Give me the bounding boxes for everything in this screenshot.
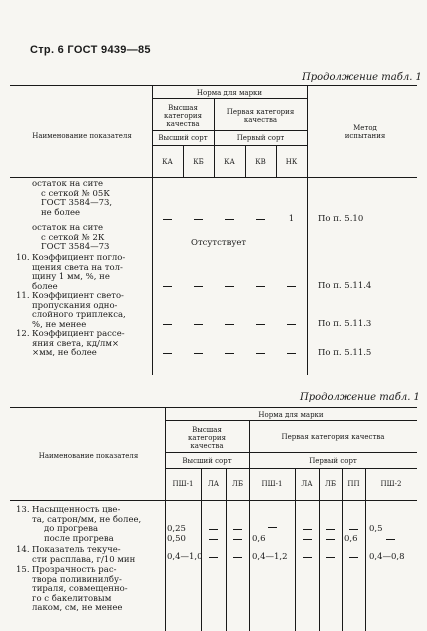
dash (163, 324, 172, 325)
table2-grade-rule (165, 468, 417, 469)
table2-highest-grade: Высший сорт (182, 457, 232, 465)
row-number: 11. (16, 291, 30, 301)
table2-vline (226, 468, 227, 631)
method-line: Метод (353, 124, 377, 132)
cat-line: категория (163, 112, 202, 120)
dash (209, 557, 218, 558)
page-header: Стр. 6 ГОСТ 9439—85 (30, 44, 151, 56)
row-text: Показатель текуче- (32, 545, 121, 555)
dash (194, 324, 203, 325)
table-row (32, 224, 109, 253)
row-text: слойного триплекса, (32, 310, 126, 320)
table-row (32, 566, 128, 614)
table1-col-header: КВ (255, 158, 266, 166)
row-text: твора поливинилбу- (32, 574, 122, 585)
method-ref: По п. 5.11.4 (318, 281, 372, 291)
row-number: 15. (16, 565, 30, 575)
dash (233, 529, 242, 530)
table1-highest-grade: Высший сорт (158, 134, 208, 142)
cat-line: качества (190, 442, 224, 450)
table2-vline (295, 468, 296, 631)
table2-col-header: ПШ-1 (261, 480, 283, 488)
table1-continuation: Продолжение табл. 1 (302, 72, 422, 83)
table2-col-header: ЛБ (232, 480, 243, 488)
table1-cat-rule (152, 130, 307, 131)
dash (256, 219, 265, 220)
value: 0,6 (252, 534, 266, 544)
dash (233, 539, 242, 540)
row-text: ГОСТ 3584—73, (41, 198, 113, 208)
cat-line: качества (243, 116, 278, 124)
cat-line: Высшая (168, 104, 198, 112)
row-text: более (32, 281, 58, 292)
table-row (32, 506, 141, 544)
dash (326, 539, 335, 540)
table2-header-bottom-rule (10, 500, 417, 501)
table-row (32, 254, 125, 292)
value: 0,50 (167, 534, 186, 544)
value: 0,25 (167, 524, 186, 534)
table2-vline (249, 420, 250, 631)
dash (349, 557, 358, 558)
table1-col-header: КА (224, 158, 235, 166)
method-ref: По п. 5.11.3 (318, 319, 372, 329)
row-text: яния света, кд/лм× (32, 338, 120, 349)
table1-method-header (330, 124, 400, 140)
table2-first-grade: Первый сорт (309, 457, 357, 465)
table2-continuation: Продолжение табл. 1 (300, 392, 420, 403)
table1-header-bottom-rule (10, 177, 417, 178)
table1-param-header: Наименование показателя (32, 132, 132, 140)
row-text: Коэффициент свето- (32, 291, 124, 301)
dash (225, 286, 234, 287)
table1-first-cat (214, 108, 307, 124)
row-number: 13. (16, 505, 30, 515)
table2-first-cat: Первая категория качества (281, 433, 385, 441)
row-text: после прогрева (44, 533, 114, 544)
row-text: Коэффициент погло- (32, 253, 126, 263)
method-ref: По п. 5.10 (318, 214, 364, 224)
table1-norm-header: Норма для марки (196, 89, 263, 97)
row-text: %, не менее (32, 319, 87, 330)
cat-line: категория (187, 434, 226, 442)
row-text: тираля, совмещенно- (32, 584, 128, 594)
row-text: с сеткой № 2К (41, 232, 105, 243)
method-ref: По п. 5.11.5 (318, 348, 372, 358)
value: 0,6 (344, 534, 358, 544)
table1-vline (307, 85, 308, 375)
dash (225, 353, 234, 354)
table2-cat-rule (165, 452, 417, 453)
dash (194, 219, 203, 220)
dash (209, 529, 218, 530)
dash (287, 353, 296, 354)
dash (326, 529, 335, 530)
table-row (32, 180, 112, 218)
table2-top-rule (10, 407, 417, 408)
table1-col-header: КА (162, 158, 173, 166)
dash (256, 286, 265, 287)
row-text: ГОСТ 3584—73 (41, 242, 110, 252)
dash (268, 527, 277, 528)
cat-line: качества (166, 120, 200, 128)
dash (303, 557, 312, 558)
row-text: с сеткой № 05К (41, 188, 110, 199)
dash (349, 529, 358, 530)
table2-vline (365, 468, 366, 631)
row-text: ×мм, не более (32, 348, 97, 358)
row-text: Прозрачность рас- (32, 565, 117, 575)
row-text: го с бакелитовым (32, 593, 112, 604)
dash (163, 219, 172, 220)
dash (194, 286, 203, 287)
row-text: пропускания одно- (32, 300, 118, 311)
dash (303, 529, 312, 530)
table2-vline (201, 468, 202, 631)
value: 0,5 (369, 524, 383, 534)
method-line: испытания (344, 132, 386, 140)
row-text: остаток на сите (32, 223, 104, 233)
value: 0,4—1,0 (167, 552, 203, 562)
table2-norm-header: Норма для марки (258, 411, 324, 419)
cat-line: Высшая (192, 426, 222, 434)
table2-col-header: ЛА (301, 480, 313, 488)
table2-col-header: ПШ-2 (380, 480, 402, 488)
table2-col-header: ПП (347, 480, 360, 488)
dash (209, 539, 218, 540)
row-text: остаток на сите (32, 179, 104, 189)
table1-first-grade: Первый сорт (236, 134, 285, 142)
table1-col-header: НК (285, 158, 298, 166)
table2-col-header: ЛБ (325, 480, 336, 488)
table2-highest-cat (165, 426, 249, 450)
row-text: до прогрева (44, 524, 99, 534)
cat-line: Первая категория (226, 108, 295, 116)
row-text: лаком, см, не менее (32, 603, 123, 613)
table2-param-header: Наименование показателя (38, 452, 139, 460)
table1-highest-cat (152, 104, 214, 128)
dash (256, 324, 265, 325)
dash (386, 539, 395, 540)
row-text: Насыщенность цве- (32, 505, 121, 515)
table2-vline (342, 468, 343, 631)
dash (287, 286, 296, 287)
table2-norm-rule (165, 420, 417, 421)
dash (163, 286, 172, 287)
table1-vline (152, 85, 153, 375)
dash (256, 353, 265, 354)
table-row (32, 330, 125, 359)
table1-top-rule (10, 85, 417, 86)
dash (194, 353, 203, 354)
dash (233, 557, 242, 558)
table1-grade-rule (152, 145, 307, 146)
dash (225, 324, 234, 325)
dash (225, 219, 234, 220)
row-text: Коэффициент рассе- (32, 329, 125, 339)
table-row (32, 292, 126, 330)
dash (303, 539, 312, 540)
table1-col-header: КБ (193, 158, 204, 166)
row-text: щину 1 мм, %, не (32, 272, 110, 282)
row-number: 10. (16, 253, 30, 263)
row-text: щения света на тол- (32, 262, 123, 273)
row-text: та, сатрон/мм, не более, (32, 514, 142, 525)
dash (326, 557, 335, 558)
table2-col-header: ЛА (207, 480, 220, 488)
value: 0,4—1,2 (252, 552, 288, 562)
row-text: сти расплава, г/10 мин (32, 554, 136, 565)
table2-vline (319, 468, 320, 631)
row-text: не более (41, 207, 81, 218)
row-number: 14. (16, 545, 30, 555)
dash (163, 353, 172, 354)
value: 0,4—0,8 (369, 552, 405, 562)
dash (287, 324, 296, 325)
table1-norm-rule (152, 98, 307, 99)
table-row (32, 546, 135, 565)
nk-value: 1 (288, 214, 295, 224)
table2-col-header: ПШ-1 (172, 480, 194, 488)
row-number: 12. (16, 329, 30, 339)
absent-value: Отсутствует (191, 238, 247, 248)
